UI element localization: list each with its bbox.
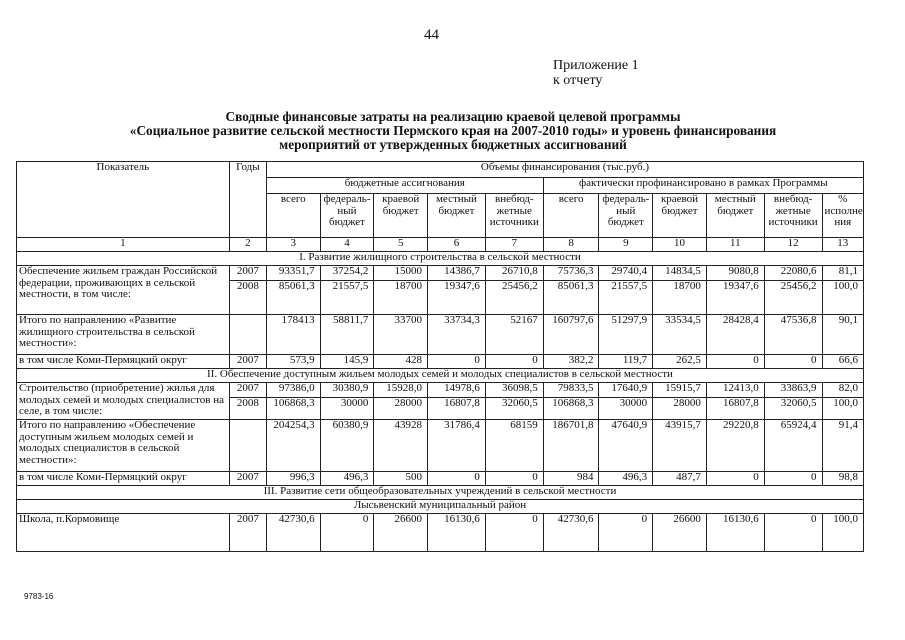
value-cell: 996,3 — [266, 472, 320, 486]
value-cell: 17640,9 — [599, 383, 653, 398]
value-cell: 43928 — [374, 420, 428, 472]
value-cell: 90,1 — [822, 315, 863, 355]
value-cell: 0 — [428, 355, 486, 369]
value-cell: 32060,5 — [485, 398, 543, 420]
value-cell: 16130,6 — [428, 514, 486, 552]
column-number: 13 — [822, 238, 863, 252]
value-cell: 47640,9 — [599, 420, 653, 472]
value-cell: 26600 — [653, 514, 707, 552]
value-cell: 30000 — [599, 398, 653, 420]
value-cell: 66,6 — [822, 355, 863, 369]
header-budget-local: местный бюджет — [428, 194, 486, 238]
value-cell: 0 — [428, 472, 486, 486]
year-cell: 2007 — [229, 266, 266, 281]
value-cell: 487,7 — [653, 472, 707, 486]
header-actual-regional: краевой бюджет — [653, 194, 707, 238]
column-number: 4 — [320, 238, 374, 252]
value-cell: 573,9 — [266, 355, 320, 369]
value-cell: 14386,7 — [428, 266, 486, 281]
value-cell: 0 — [764, 355, 822, 369]
value-cell: 15915,7 — [653, 383, 707, 398]
value-cell: 33700 — [374, 315, 428, 355]
year-cell: 2007 — [229, 355, 266, 369]
value-cell: 500 — [374, 472, 428, 486]
row-label-komi-2: в том числе Коми-Пермяцкий округ — [17, 472, 230, 486]
value-cell: 98,8 — [822, 472, 863, 486]
value-cell: 186701,8 — [543, 420, 599, 472]
value-cell: 52167 — [485, 315, 543, 355]
header-actual-federal: федераль-ный бюджет — [599, 194, 653, 238]
year-cell: 2007 — [229, 514, 266, 552]
value-cell: 15000 — [374, 266, 428, 281]
value-cell: 37254,2 — [320, 266, 374, 281]
value-cell: 18700 — [653, 281, 707, 315]
value-cell: 29220,8 — [706, 420, 764, 472]
value-cell: 81,1 — [822, 266, 863, 281]
column-number: 9 — [599, 238, 653, 252]
header-actual-financing: фактически профинансировано в рамках Программы — [543, 178, 863, 194]
column-number: 10 — [653, 238, 707, 252]
value-cell: 25456,2 — [764, 281, 822, 315]
value-cell: 106868,3 — [543, 398, 599, 420]
row-label-school: Школа, п.Кормовище — [17, 514, 230, 552]
value-cell: 21557,5 — [599, 281, 653, 315]
value-cell: 33534,5 — [653, 315, 707, 355]
value-cell: 106868,3 — [266, 398, 320, 420]
value-cell: 0 — [320, 514, 374, 552]
header-budget-allocations: бюджетные ассигнования — [266, 178, 543, 194]
value-cell: 0 — [706, 472, 764, 486]
value-cell: 9080,8 — [706, 266, 764, 281]
value-cell: 100,0 — [822, 398, 863, 420]
value-cell: 0 — [706, 355, 764, 369]
value-cell: 119,7 — [599, 355, 653, 369]
value-cell: 91,4 — [822, 420, 863, 472]
value-cell: 85061,3 — [543, 281, 599, 315]
year-cell: 2008 — [229, 281, 266, 315]
header-indicator: Показатель — [17, 162, 230, 238]
value-cell: 496,3 — [320, 472, 374, 486]
value-cell: 0 — [485, 355, 543, 369]
header-budget-offbudget: внебюд-жетные источники — [485, 194, 543, 238]
value-cell: 0 — [764, 514, 822, 552]
value-cell: 93351,7 — [266, 266, 320, 281]
value-cell: 12413,0 — [706, 383, 764, 398]
value-cell: 32060,5 — [764, 398, 822, 420]
value-cell: 382,2 — [543, 355, 599, 369]
column-numbers-row — [17, 238, 864, 252]
value-cell: 16130,6 — [706, 514, 764, 552]
value-cell: 85061,3 — [266, 281, 320, 315]
value-cell: 204254,3 — [266, 420, 320, 472]
value-cell: 30000 — [320, 398, 374, 420]
value-cell: 28428,4 — [706, 315, 764, 355]
column-number: 11 — [706, 238, 764, 252]
column-number: 1 — [17, 238, 230, 252]
value-cell: 0 — [485, 472, 543, 486]
value-cell: 100,0 — [822, 514, 863, 552]
header-budget-federal: федераль-ный бюджет — [320, 194, 374, 238]
header-years: Годы — [229, 162, 266, 238]
row-label-young-total: Итого по направлению «Обеспечение доступным жильем молодых семей и молодых специалистов в сельской местности»: — [17, 420, 230, 472]
district-heading: Лысьвенский муниципальный район — [17, 500, 864, 514]
column-number: 3 — [266, 238, 320, 252]
value-cell: 0 — [599, 514, 653, 552]
value-cell: 496,3 — [599, 472, 653, 486]
value-cell: 31786,4 — [428, 420, 486, 472]
value-cell: 33734,3 — [428, 315, 486, 355]
value-cell: 160797,6 — [543, 315, 599, 355]
header-percent: % исполне ния — [822, 194, 863, 238]
value-cell: 22080,6 — [764, 266, 822, 281]
value-cell: 18700 — [374, 281, 428, 315]
header-actual-offbudget: внебюд-жетные источники — [764, 194, 822, 238]
value-cell: 15928,0 — [374, 383, 428, 398]
financing-table — [16, 161, 864, 552]
value-cell: 65924,4 — [764, 420, 822, 472]
value-cell: 14978,6 — [428, 383, 486, 398]
header-actual-local: местный бюджет — [706, 194, 764, 238]
column-number: 8 — [543, 238, 599, 252]
value-cell: 19347,6 — [428, 281, 486, 315]
row-label-komi-1: в том числе Коми-Пермяцкий округ — [17, 355, 230, 369]
value-cell: 262,5 — [653, 355, 707, 369]
section-3: III. Развитие сети общеобразовательных учреждений в сельской местности — [17, 486, 864, 500]
value-cell: 58811,7 — [320, 315, 374, 355]
value-cell: 26600 — [374, 514, 428, 552]
document-title — [30, 110, 876, 152]
value-cell: 26710,8 — [485, 266, 543, 281]
year-cell — [229, 420, 266, 472]
title-line-1: Сводные финансовые затраты на реализацию краевой целевой программы — [225, 109, 681, 124]
title-line-3: мероприятий от утвержденных бюджетных ассигнований — [279, 137, 627, 152]
footer-code: 9783-16 — [24, 592, 54, 601]
value-cell: 145,9 — [320, 355, 374, 369]
value-cell: 75736,3 — [543, 266, 599, 281]
value-cell: 25456,2 — [485, 281, 543, 315]
value-cell: 100,0 — [822, 281, 863, 315]
year-cell: 2008 — [229, 398, 266, 420]
value-cell: 19347,6 — [706, 281, 764, 315]
value-cell: 30380,9 — [320, 383, 374, 398]
value-cell: 47536,8 — [764, 315, 822, 355]
header-volumes: Объемы финансирования (тыс.руб.) — [266, 162, 863, 178]
appendix-line-1: Приложение 1 — [553, 58, 639, 73]
value-cell: 14834,5 — [653, 266, 707, 281]
page-number: 44 — [424, 27, 439, 43]
header-actual-total: всего — [543, 194, 599, 238]
section-2: II. Обеспечение доступным жильем молодых семей и молодых специалистов в сельской местности — [17, 369, 864, 383]
section-1: I. Развитие жилищного строительства в сельской местности — [17, 252, 864, 266]
value-cell: 16807,8 — [428, 398, 486, 420]
column-number: 6 — [428, 238, 486, 252]
value-cell: 428 — [374, 355, 428, 369]
value-cell: 984 — [543, 472, 599, 486]
value-cell: 29740,4 — [599, 266, 653, 281]
value-cell: 42730,6 — [543, 514, 599, 552]
value-cell: 60380,9 — [320, 420, 374, 472]
value-cell: 33863,9 — [764, 383, 822, 398]
value-cell: 28000 — [653, 398, 707, 420]
value-cell: 28000 — [374, 398, 428, 420]
value-cell: 68159 — [485, 420, 543, 472]
appendix-line-2: к отчету — [553, 73, 603, 88]
value-cell: 82,0 — [822, 383, 863, 398]
column-number: 7 — [485, 238, 543, 252]
value-cell: 42730,6 — [266, 514, 320, 552]
value-cell: 51297,9 — [599, 315, 653, 355]
year-cell: 2007 — [229, 383, 266, 398]
row-label-housing: Обеспечение жильем граждан Российской федерации, проживающих в сельской местности, в том числе: — [17, 266, 230, 315]
value-cell: 97386,0 — [266, 383, 320, 398]
value-cell: 79833,5 — [543, 383, 599, 398]
column-number: 12 — [764, 238, 822, 252]
appendix-note — [553, 58, 639, 88]
value-cell: 178413 — [266, 315, 320, 355]
header-budget-regional: краевой бюджет — [374, 194, 428, 238]
value-cell: 0 — [485, 514, 543, 552]
title-line-2: «Социальное развитие сельской местности Пермского края на 2007-2010 годы» и уровень финансирования — [129, 123, 777, 138]
header-budget-total: всего — [266, 194, 320, 238]
year-cell: 2007 — [229, 472, 266, 486]
column-number: 2 — [229, 238, 266, 252]
value-cell: 21557,5 — [320, 281, 374, 315]
column-number: 5 — [374, 238, 428, 252]
value-cell: 36098,5 — [485, 383, 543, 398]
year-cell — [229, 315, 266, 355]
row-label-young-families: Строительство (приобретение) жилья для молодых семей и молодых специалистов на селе, в том числе: — [17, 383, 230, 420]
value-cell: 43915,7 — [653, 420, 707, 472]
value-cell: 0 — [764, 472, 822, 486]
value-cell: 16807,8 — [706, 398, 764, 420]
row-label-housing-total: Итого по направлению «Развитие жилищного строительства в сельской местности»: — [17, 315, 230, 355]
